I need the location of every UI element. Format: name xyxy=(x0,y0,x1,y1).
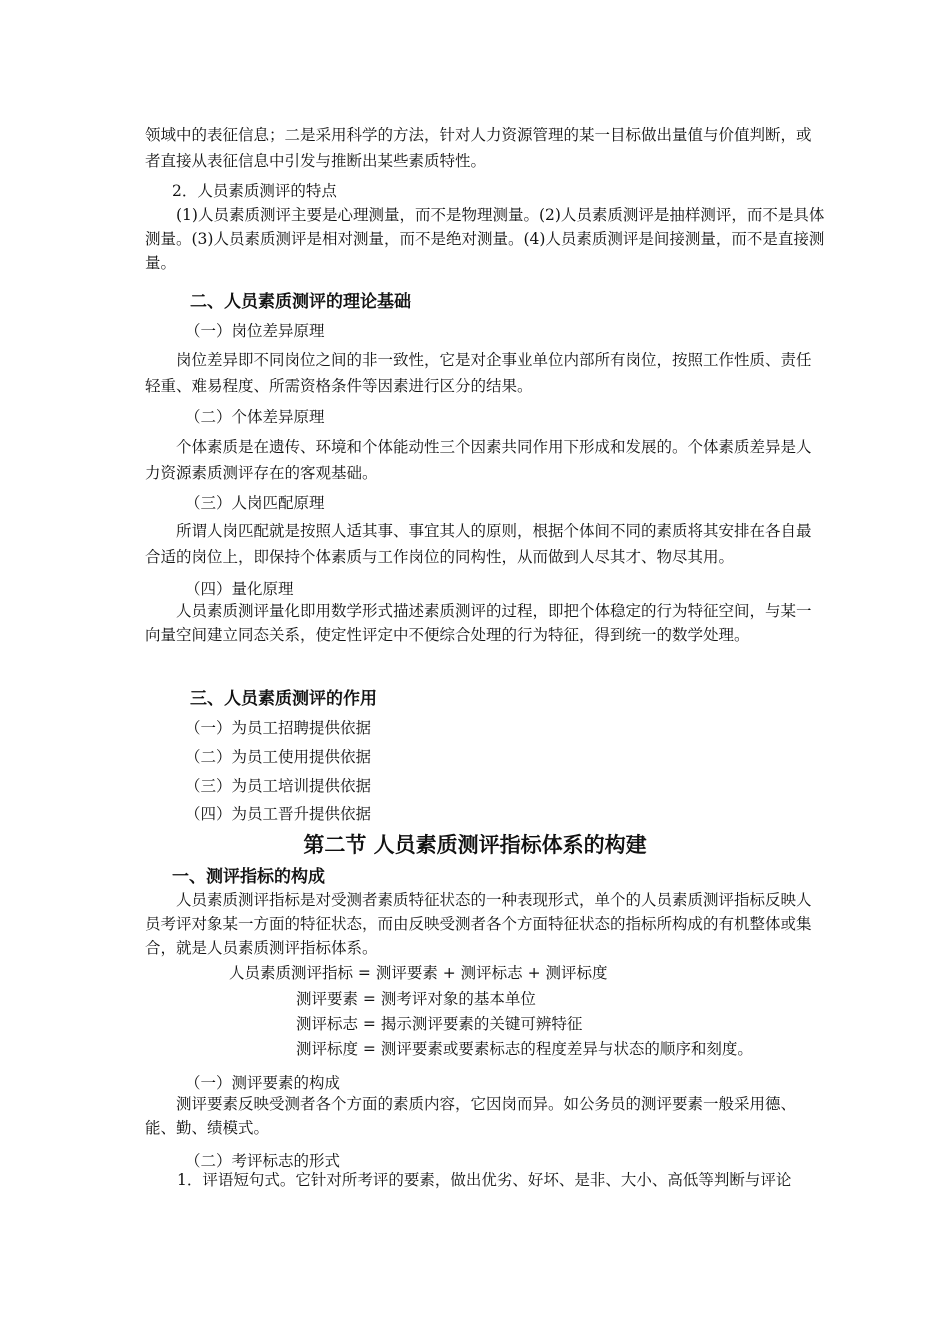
item-title: （二）个体差异原理 xyxy=(185,408,325,426)
elements-text: 测评要素反映受测者各个方面的素质内容，它因岗而异。如公务员的测评要素一般采用德、能、勤、绩模式。 xyxy=(145,1095,797,1137)
formula-line: 测评标志 = 揭示测评要素的关键可辨特征 xyxy=(296,1015,583,1033)
chapter-sub-heading: 一、测评指标的构成 xyxy=(172,867,325,887)
chapter-intro: 人员素质测评指标是对受测者素质特征状态的一种表现形式，单个的人员素质测评指标反映人员考评对象某一方面的特征状态，而由反映受测者各个方面特征状态的指标所构成的有机整体或集合，就是人员素质测评指标体系。 xyxy=(145,891,812,957)
item-title: （一）岗位差异原理 xyxy=(185,322,325,340)
list-item: （二）为员工使用提供依据 xyxy=(185,748,372,766)
signs-text: 1．评语短句式。它针对所考评的要素，做出优劣、好坏、是非、大小、高低等判断与评论 xyxy=(177,1171,792,1189)
item-text: 岗位差异即不同岗位之间的非一致性，它是对企事业单位内部所有岗位，按照工作性质、责任轻重、难易程度、所需资格条件等因素进行区分的结果。 xyxy=(145,351,812,395)
list-item: （四）为员工晋升提供依据 xyxy=(185,805,372,823)
intro-continuation: 领域中的表征信息；二是采用科学的方法，针对人力资源管理的某一目标做出量值与价值判断，或者直接从表征信息中引发与推断出某些素质特性。 xyxy=(145,126,812,170)
formula-line: 人员素质测评指标 = 测评要素 + 测评标志 + 测评标度 xyxy=(229,964,608,982)
section2-heading: 二、人员素质测评的理论基础 xyxy=(190,292,411,312)
features-heading: 2．人员素质测评的特点 xyxy=(172,182,337,200)
list-item: （一）为员工招聘提供依据 xyxy=(185,719,372,737)
chapter-title: 第二节 人员素质测评指标体系的构建 xyxy=(303,833,647,857)
features-text: (1)人员素质测评主要是心理测量，而不是物理测量。(2)人员素质测评是抽样测评，而不是具体测量。(3)人员素质测评是相对测量，而不是绝对测量。(4)人员素质测评是间接测量，而不是直接测量。 xyxy=(145,206,825,272)
formula-line: 测评标度 = 测评要素或要素标志的程度差异与状态的顺序和刻度。 xyxy=(296,1040,753,1058)
signs-title: （二）考评标志的形式 xyxy=(185,1152,341,1170)
elements-title: （一）测评要素的构成 xyxy=(185,1074,341,1092)
item-title: （四）量化原理 xyxy=(185,580,294,598)
section3-heading: 三、人员素质测评的作用 xyxy=(190,689,377,709)
item-text: 人员素质测评量化即用数学形式描述素质测评的过程，即把个体稳定的行为特征空间，与某一向量空间建立同态关系，使定性评定中不便综合处理的行为特征，得到统一的数学处理。 xyxy=(145,602,812,644)
item-title: （三）人岗匹配原理 xyxy=(185,494,325,512)
item-text: 个体素质是在遗传、环境和个体能动性三个因素共同作用下形成和发展的。个体素质差异是人力资源素质测评存在的客观基础。 xyxy=(145,438,812,482)
list-item: （三）为员工培训提供依据 xyxy=(185,777,372,795)
item-text: 所谓人岗匹配就是按照人适其事、事宜其人的原则，根据个体间不同的素质将其安排在各自最合适的岗位上，即保持个体素质与工作岗位的同构性，从而做到人尽其才、物尽其用。 xyxy=(145,522,812,566)
formula-line: 测评要素 = 测考评对象的基本单位 xyxy=(296,990,536,1008)
